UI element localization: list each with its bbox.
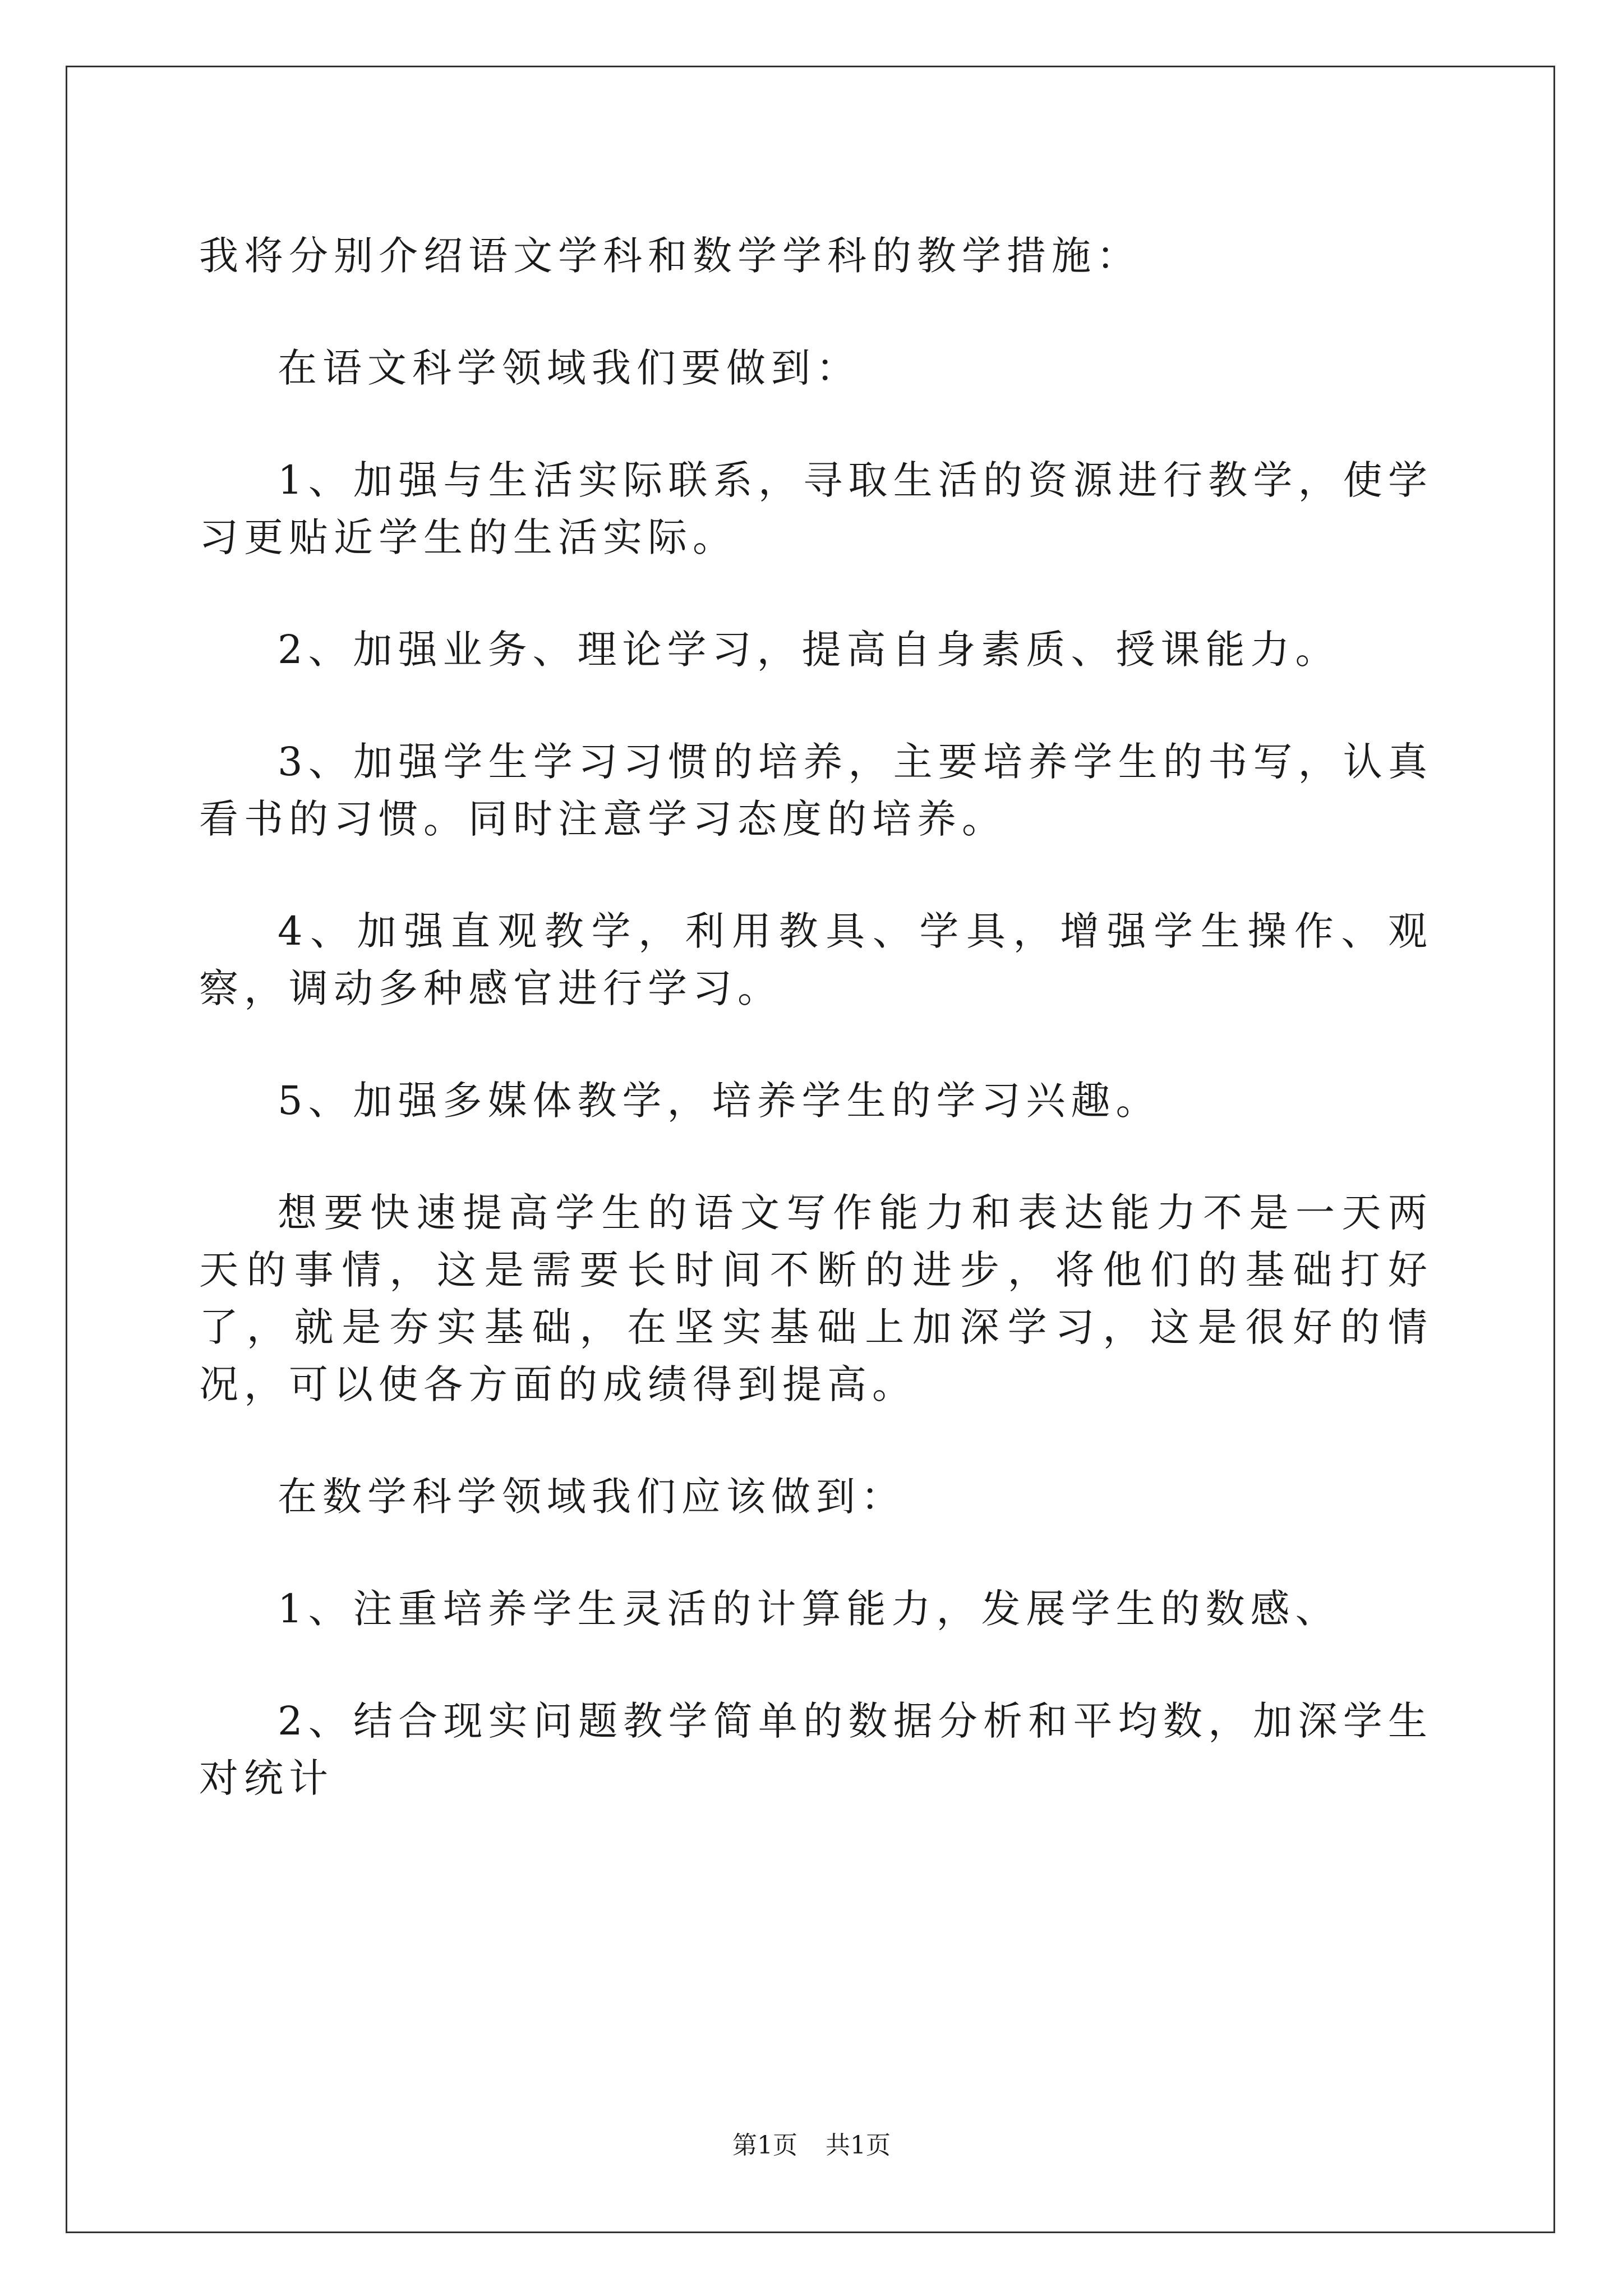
paragraph-math-item-2: 2、结合现实问题教学简单的数据分析和平均数，加深学生对统计 [199, 1698, 1433, 1801]
paragraph-chinese-item-2: 2、加强业务、理论学习，提高自身素质、授课能力。 [278, 627, 1340, 673]
paragraph-chinese-item-3: 3、加强学生学习习惯的培养，主要培养学生的书写，认真看书的习惯。同时注意学习态度的培养。 [199, 739, 1433, 842]
page-footer [0, 2129, 1623, 2162]
page-number-total: 共1页 [826, 2131, 891, 2160]
paragraph-chinese-item-5: 5、加强多媒体教学，培养学生的学习兴趣。 [278, 1078, 1161, 1124]
paragraph-chinese-item-4: 4、加强直观教学，利用教具、学具，增强学生操作、观察，调动多种感官进行学习。 [199, 908, 1433, 1011]
paragraph-writing-ability: 想要快速提高学生的语文写作能力和表达能力不是一天两天的事情，这是需要长时间不断的进步，将他们的基础打好了，就是夯实基础，在坚实基础上加深学习，这是很好的情况，可以使各方面的成绩得到提高。 [199, 1190, 1433, 1407]
document-body [199, 227, 1433, 1807]
paragraph-chinese-item-1: 1、加强与生活实际联系，寻取生活的资源进行教学，使学习更贴近学生的生活实际。 [199, 457, 1433, 560]
paragraph-math-heading: 在数学科学领域我们应该做到： [278, 1474, 906, 1520]
paragraph-math-item-1: 1、注重培养学生灵活的计算能力，发展学生的数感、 [278, 1586, 1340, 1632]
page-number-current: 第1页 [732, 2131, 797, 2160]
paragraph-chinese-heading: 在语文科学领域我们要做到： [278, 345, 861, 391]
paragraph-intro: 我将分别介绍语文学科和数学学科的教学措施： [199, 233, 1141, 279]
